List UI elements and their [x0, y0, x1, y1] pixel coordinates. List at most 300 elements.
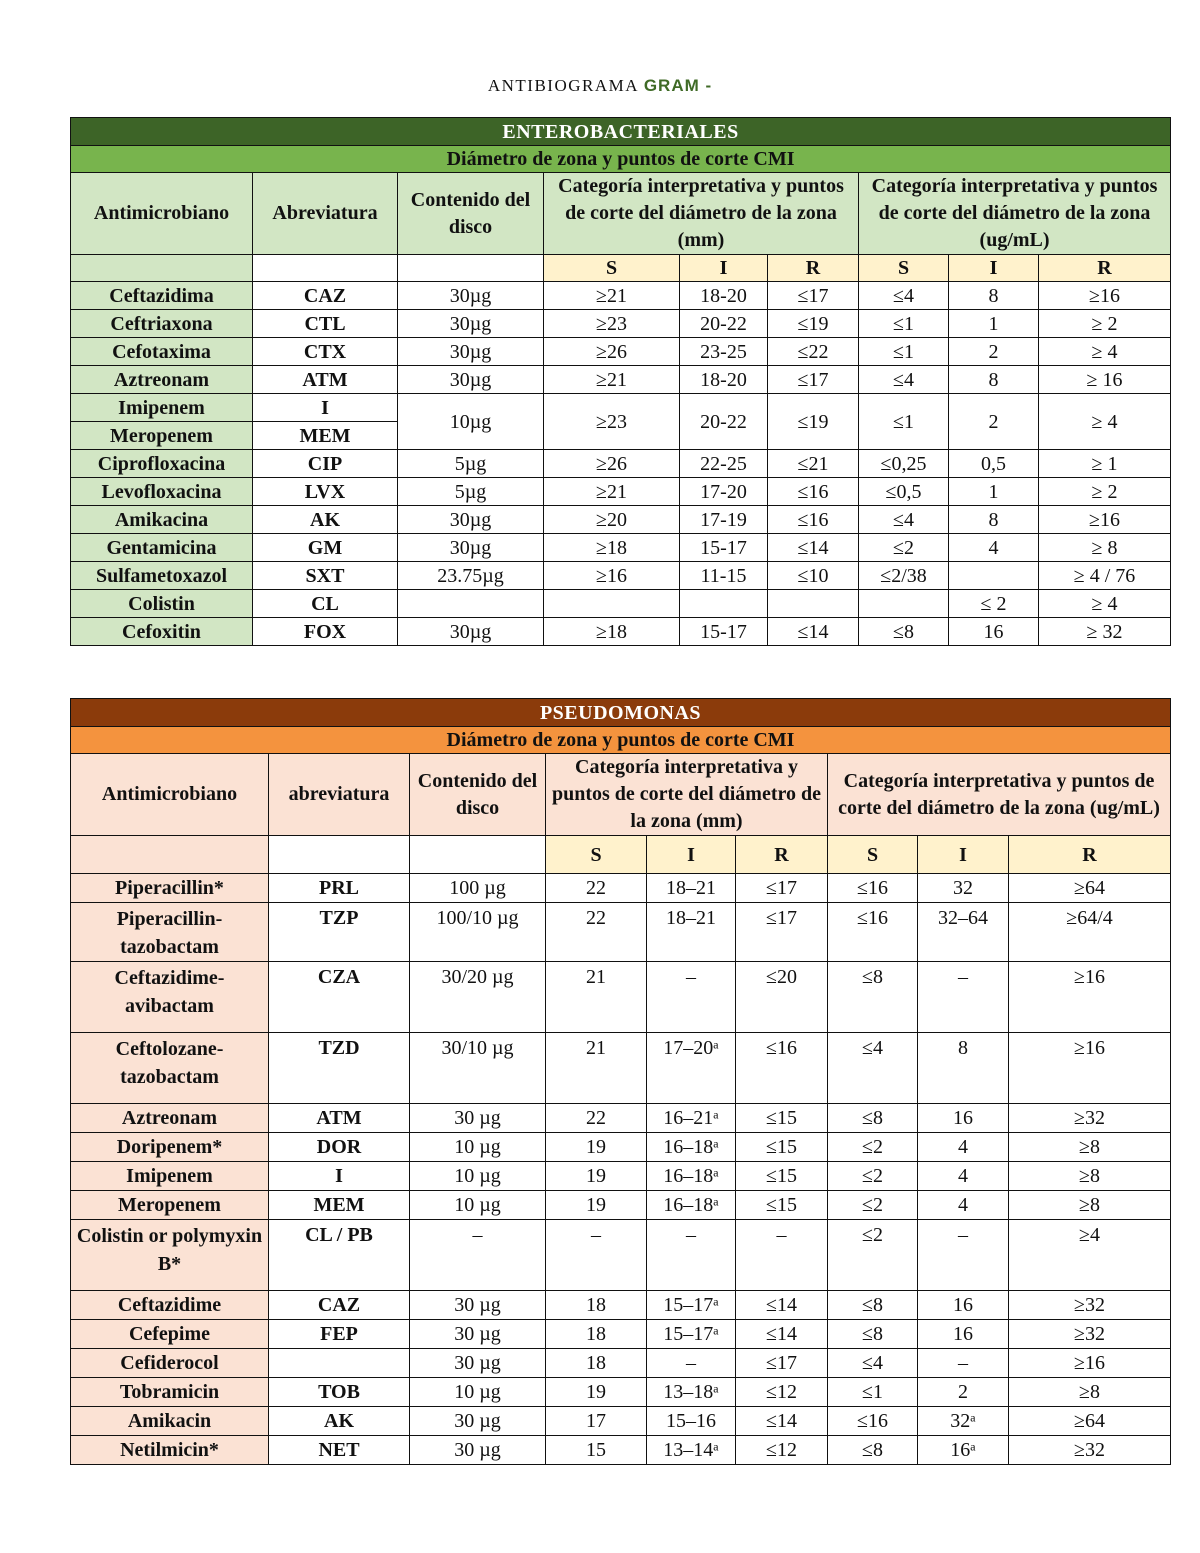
cell-value: – — [918, 1349, 1009, 1378]
cell-value: – — [647, 1349, 736, 1378]
cell-value: ≤17 — [736, 903, 828, 962]
drug-abbr: AK — [253, 506, 398, 534]
cell-value: 1 — [949, 310, 1039, 338]
drug-name: Ceftriaxona — [71, 310, 253, 338]
cell-value: ≤12 — [736, 1378, 828, 1407]
cell-value: 16 — [918, 1104, 1009, 1133]
cell-value: ≤4 — [828, 1349, 918, 1378]
header-antimicrobiano: Antimicrobiano — [71, 754, 269, 836]
cell-value: 19 — [546, 1162, 647, 1191]
cell-value: ≤14 — [768, 534, 859, 562]
table-row — [71, 506, 1171, 534]
table-row — [71, 1349, 1171, 1378]
drug-name: Cefiderocol — [71, 1349, 269, 1378]
table-row — [71, 1191, 1171, 1220]
drug-abbr: TZP — [269, 903, 410, 962]
drug-abbr: MEM — [269, 1191, 410, 1220]
cell-value: ≥32 — [1009, 1436, 1171, 1465]
cell-value: 18 — [546, 1349, 647, 1378]
cell-value: 13–18ᵃ — [647, 1378, 736, 1407]
enterobacteriales-table — [70, 117, 1171, 646]
cell-value: ≤8 — [828, 1320, 918, 1349]
sub-r-ug: R — [1009, 836, 1171, 874]
cell-value: 4 — [949, 534, 1039, 562]
cell-value: ≤4 — [828, 1033, 918, 1104]
cell-value: ≥32 — [1009, 1104, 1171, 1133]
drug-abbr: LVX — [253, 478, 398, 506]
cell-disk: 100/10 µg — [410, 903, 546, 962]
cell-value: ≥26 — [544, 450, 680, 478]
cell-value: 17-20 — [680, 478, 768, 506]
table-row — [71, 874, 1171, 903]
cell-value: 18-20 — [680, 282, 768, 310]
cell-value: ≥8 — [1009, 1133, 1171, 1162]
table-row — [71, 1407, 1171, 1436]
drug-name: Piperacillin* — [71, 874, 269, 903]
table-row — [71, 282, 1171, 310]
table-row — [71, 310, 1171, 338]
cell-value: 32 — [918, 874, 1009, 903]
drug-name: Tobramicin — [71, 1378, 269, 1407]
cell-value: – — [546, 1220, 647, 1291]
cell-value: 32–64 — [918, 903, 1009, 962]
drug-abbr: I — [269, 1162, 410, 1191]
cell-value: ≥21 — [544, 282, 680, 310]
cell-value: 8 — [949, 282, 1039, 310]
drug-abbr: GM — [253, 534, 398, 562]
sub-blank — [410, 836, 546, 874]
cell-value: ≥ 4 — [1039, 338, 1171, 366]
drug-abbr: FOX — [253, 618, 398, 646]
cell-value: 2 — [949, 394, 1039, 450]
cell-disk: 10 µg — [410, 1191, 546, 1220]
sub-blank — [253, 255, 398, 282]
cell-value: ≤17 — [768, 366, 859, 394]
cell-value: 8 — [949, 506, 1039, 534]
cell-value: ≤8 — [828, 1291, 918, 1320]
cell-value: ≤16 — [828, 1407, 918, 1436]
cell-value — [768, 590, 859, 618]
drug-name: Colistin — [71, 590, 253, 618]
drug-name: Ciprofloxacina — [71, 450, 253, 478]
cell-value: ≤14 — [736, 1320, 828, 1349]
cell-disk: – — [410, 1220, 546, 1291]
sub-blank — [269, 836, 410, 874]
cell-disk: 30µg — [398, 282, 544, 310]
cell-value: ≤1 — [859, 310, 949, 338]
table-row — [71, 1378, 1171, 1407]
table-row — [71, 1133, 1171, 1162]
sub-r-mm: R — [768, 255, 859, 282]
drug-name: Ceftazidima — [71, 282, 253, 310]
cell-value: ≤1 — [859, 338, 949, 366]
cell-value: ≤17 — [768, 282, 859, 310]
sub-blank — [71, 255, 253, 282]
cell-disk: 30 µg — [410, 1349, 546, 1378]
cell-value: – — [918, 962, 1009, 1033]
cell-value: ≥ 2 — [1039, 478, 1171, 506]
sub-blank — [398, 255, 544, 282]
sub-s-ug: S — [828, 836, 918, 874]
cell-value: ≥ 2 — [1039, 310, 1171, 338]
cell-value: 11-15 — [680, 562, 768, 590]
cell-value: ≥21 — [544, 366, 680, 394]
drug-name: Levofloxacina — [71, 478, 253, 506]
cell-value: ≤2 — [859, 534, 949, 562]
cell-value: 19 — [546, 1378, 647, 1407]
cell-value: 22 — [546, 903, 647, 962]
cell-value: ≤4 — [859, 366, 949, 394]
cell-value: 19 — [546, 1133, 647, 1162]
cell-value: ≤19 — [768, 310, 859, 338]
drug-abbr: PRL — [269, 874, 410, 903]
cell-value: ≥ 4 / 76 — [1039, 562, 1171, 590]
header-contenido: Contenido del disco — [410, 754, 546, 836]
cell-value: 18 — [546, 1320, 647, 1349]
drug-name: Aztreonam — [71, 1104, 269, 1133]
cell-value: 15–17ᵃ — [647, 1291, 736, 1320]
sub-r-mm: R — [736, 836, 828, 874]
drug-abbr: ATM — [269, 1104, 410, 1133]
cell-value: ≤19 — [768, 394, 859, 450]
cell-value: ≤15 — [736, 1133, 828, 1162]
table-row — [71, 1436, 1171, 1465]
cell-value: – — [647, 1220, 736, 1291]
drug-abbr: TZD — [269, 1033, 410, 1104]
table-row — [71, 1033, 1171, 1104]
cell-value: 19 — [546, 1191, 647, 1220]
drug-name: Cefoxitin — [71, 618, 253, 646]
cell-value: ≥26 — [544, 338, 680, 366]
cell-disk: 10 µg — [410, 1133, 546, 1162]
cell-value: 23-25 — [680, 338, 768, 366]
cell-disk: 30µg — [398, 310, 544, 338]
cell-value: 22 — [546, 874, 647, 903]
cell-disk: 30µg — [398, 506, 544, 534]
cell-value: 16–18ᵃ — [647, 1162, 736, 1191]
cell-disk: 30 µg — [410, 1104, 546, 1133]
drug-name: Ceftazidime — [71, 1291, 269, 1320]
cell-value: 20-22 — [680, 310, 768, 338]
cell-value: 16–18ᵃ — [647, 1191, 736, 1220]
cell-value: ≥23 — [544, 394, 680, 450]
cell-value: 21 — [546, 962, 647, 1033]
cell-disk: 30/20 µg — [410, 962, 546, 1033]
sub-s-mm: S — [544, 255, 680, 282]
cell-disk: 5µg — [398, 478, 544, 506]
drug-name: Meropenem — [71, 422, 253, 450]
cell-value: 15–16 — [647, 1407, 736, 1436]
cell-disk: 10 µg — [410, 1162, 546, 1191]
cell-value: ≥21 — [544, 478, 680, 506]
cell-value: 15-17 — [680, 534, 768, 562]
drug-abbr: DOR — [269, 1133, 410, 1162]
cell-value: 4 — [918, 1133, 1009, 1162]
cell-disk: 30 µg — [410, 1320, 546, 1349]
cell-value: ≤4 — [859, 282, 949, 310]
cell-value: 32ᵃ — [918, 1407, 1009, 1436]
cell-value: ≤1 — [828, 1378, 918, 1407]
drug-name: Meropenem — [71, 1191, 269, 1220]
cell-disk: 10 µg — [410, 1378, 546, 1407]
cell-value: ≥23 — [544, 310, 680, 338]
cell-value: ≤15 — [736, 1191, 828, 1220]
cell-value: ≤10 — [768, 562, 859, 590]
drug-abbr: SXT — [253, 562, 398, 590]
cell-value: ≤0,25 — [859, 450, 949, 478]
cell-value: ≥16 — [1009, 962, 1171, 1033]
cell-value: ≤17 — [736, 1349, 828, 1378]
cell-disk: 30 µg — [410, 1291, 546, 1320]
table-row — [71, 366, 1171, 394]
cell-value: 16 — [918, 1320, 1009, 1349]
drug-name: Netilmicin* — [71, 1436, 269, 1465]
cell-value: ≤1 — [859, 394, 949, 450]
cell-value: ≤16 — [768, 506, 859, 534]
drug-abbr: CTL — [253, 310, 398, 338]
drug-name: Cefotaxima — [71, 338, 253, 366]
cell-value: ≥8 — [1009, 1162, 1171, 1191]
table-row — [71, 534, 1171, 562]
cell-disk: 30µg — [398, 618, 544, 646]
header-zona-ug: Categoría interpretativa y puntos de corte del diámetro de la zona (ug/mL) — [859, 173, 1171, 255]
header-zona-mm: Categoría interpretativa y puntos de corte del diámetro de la zona (mm) — [546, 754, 828, 836]
title-part-2: GRAM - — [643, 76, 713, 95]
drug-abbr — [269, 1349, 410, 1378]
cell-value: – — [918, 1220, 1009, 1291]
pseudomonas-band-title: PSEUDOMONAS — [71, 699, 1171, 727]
drug-name: Gentamicina — [71, 534, 253, 562]
cell-value: ≤2/38 — [859, 562, 949, 590]
pseudomonas-band-subtitle: Diámetro de zona y puntos de corte CMI — [71, 727, 1171, 754]
cell-value: ≤8 — [828, 1104, 918, 1133]
enterobacteriales-band-subtitle: Diámetro de zona y puntos de corte CMI — [71, 146, 1171, 173]
cell-value: 22 — [546, 1104, 647, 1133]
table-row — [71, 1162, 1171, 1191]
drug-abbr: FEP — [269, 1320, 410, 1349]
cell-value: ≥16 — [1039, 506, 1171, 534]
title-part-1: ANTIBIOGRAMA — [487, 76, 644, 95]
cell-value: 22-25 — [680, 450, 768, 478]
sub-blank — [71, 836, 269, 874]
cell-value: ≤14 — [736, 1291, 828, 1320]
table-row — [71, 478, 1171, 506]
sub-i-ug: I — [949, 255, 1039, 282]
cell-disk: 30µg — [398, 366, 544, 394]
cell-value: ≥16 — [1009, 1349, 1171, 1378]
cell-value: ≤14 — [768, 618, 859, 646]
table-row — [71, 1104, 1171, 1133]
drug-abbr: TOB — [269, 1378, 410, 1407]
cell-value: ≥16 — [1039, 282, 1171, 310]
cell-value: ≤0,5 — [859, 478, 949, 506]
cell-value: 17–20ᵃ — [647, 1033, 736, 1104]
cell-disk: 30µg — [398, 534, 544, 562]
header-zona-mm: Categoría interpretativa y puntos de corte del diámetro de la zona (mm) — [544, 173, 859, 255]
drug-abbr: CZA — [269, 962, 410, 1033]
header-zona-ug: Categoría interpretativa y puntos de corte del diámetro de la zona (ug/mL) — [828, 754, 1171, 836]
table-row — [71, 1291, 1171, 1320]
cell-value: ≤16 — [736, 1033, 828, 1104]
drug-name: Ceftazidime-avibactam — [71, 962, 269, 1033]
cell-value: ≥16 — [1009, 1033, 1171, 1104]
cell-value: 15–17ᵃ — [647, 1320, 736, 1349]
sub-s-ug: S — [859, 255, 949, 282]
drug-name: Cefepime — [71, 1320, 269, 1349]
table-row — [71, 338, 1171, 366]
cell-value: 1 — [949, 478, 1039, 506]
cell-disk: 30µg — [398, 338, 544, 366]
cell-disk: 10µg — [398, 394, 544, 450]
drug-abbr: ATM — [253, 366, 398, 394]
cell-value: ≤2 — [828, 1133, 918, 1162]
cell-value: ≤2 — [828, 1191, 918, 1220]
table-row — [71, 962, 1171, 1033]
sub-s-mm: S — [546, 836, 647, 874]
drug-abbr: NET — [269, 1436, 410, 1465]
cell-value: ≥8 — [1009, 1378, 1171, 1407]
table-row — [71, 618, 1171, 646]
header-abreviatura: abreviatura — [269, 754, 410, 836]
cell-value: ≤15 — [736, 1104, 828, 1133]
cell-value: ≥8 — [1009, 1191, 1171, 1220]
cell-value: ≥64/4 — [1009, 903, 1171, 962]
header-antimicrobiano: Antimicrobiano — [71, 173, 253, 255]
cell-disk: 30 µg — [410, 1436, 546, 1465]
cell-value: ≤21 — [768, 450, 859, 478]
table-row — [71, 590, 1171, 618]
sub-i-mm: I — [647, 836, 736, 874]
cell-value: ≤17 — [736, 874, 828, 903]
enterobacteriales-band-title: ENTEROBACTERIALES — [71, 118, 1171, 146]
cell-value: 8 — [918, 1033, 1009, 1104]
cell-value: ≤8 — [828, 1436, 918, 1465]
cell-value: 16ᵃ — [918, 1436, 1009, 1465]
cell-value: ≥4 — [1009, 1220, 1171, 1291]
cell-value: ≤12 — [736, 1436, 828, 1465]
drug-name: Ceftolozane-tazobactam — [71, 1033, 269, 1104]
drug-abbr: CTX — [253, 338, 398, 366]
cell-value: ≥20 — [544, 506, 680, 534]
cell-value: 15 — [546, 1436, 647, 1465]
cell-value: ≥32 — [1009, 1320, 1171, 1349]
cell-disk — [398, 590, 544, 618]
drug-name: Piperacillin-tazobactam — [71, 903, 269, 962]
drug-name: Imipenem — [71, 1162, 269, 1191]
drug-name: Amikacin — [71, 1407, 269, 1436]
drug-abbr: CIP — [253, 450, 398, 478]
sub-r-ug: R — [1039, 255, 1171, 282]
header-abreviatura: Abreviatura — [253, 173, 398, 255]
cell-value: 17-19 — [680, 506, 768, 534]
cell-value: – — [647, 962, 736, 1033]
cell-value: 13–14ᵃ — [647, 1436, 736, 1465]
drug-name: Amikacina — [71, 506, 253, 534]
cell-value: 0,5 — [949, 450, 1039, 478]
cell-value: 2 — [918, 1378, 1009, 1407]
cell-value: ≥18 — [544, 618, 680, 646]
table-row — [71, 450, 1171, 478]
drug-name: Imipenem — [71, 394, 253, 422]
cell-value: ≥ 4 — [1039, 590, 1171, 618]
drug-abbr: MEM — [253, 422, 398, 450]
drug-name: Sulfametoxazol — [71, 562, 253, 590]
cell-value: 15-17 — [680, 618, 768, 646]
cell-value: 18–21 — [647, 874, 736, 903]
table-row — [71, 1220, 1171, 1291]
cell-value — [949, 562, 1039, 590]
drug-abbr: CL — [253, 590, 398, 618]
cell-value: ≤2 — [828, 1220, 918, 1291]
drug-abbr: CAZ — [253, 282, 398, 310]
table-row — [71, 1320, 1171, 1349]
cell-value: ≤4 — [859, 506, 949, 534]
cell-value: 18 — [546, 1291, 647, 1320]
sub-i-ug: I — [918, 836, 1009, 874]
drug-name: Doripenem* — [71, 1133, 269, 1162]
cell-value: ≥ 32 — [1039, 618, 1171, 646]
drug-abbr: I — [253, 394, 398, 422]
cell-disk: 5µg — [398, 450, 544, 478]
cell-value: 16–18ᵃ — [647, 1133, 736, 1162]
cell-value: ≥18 — [544, 534, 680, 562]
cell-value: ≤8 — [859, 618, 949, 646]
cell-value: ≥ 4 — [1039, 394, 1171, 450]
cell-value — [544, 590, 680, 618]
cell-value: 18–21 — [647, 903, 736, 962]
drug-name: Aztreonam — [71, 366, 253, 394]
cell-disk: 100 µg — [410, 874, 546, 903]
cell-value: ≥64 — [1009, 1407, 1171, 1436]
cell-value: 20-22 — [680, 394, 768, 450]
cell-disk: 23.75µg — [398, 562, 544, 590]
drug-name: Colistin or polymyxin B* — [71, 1220, 269, 1291]
cell-value — [859, 590, 949, 618]
cell-value: ≤ 2 — [949, 590, 1039, 618]
cell-value: 16 — [949, 618, 1039, 646]
cell-value: ≤2 — [828, 1162, 918, 1191]
cell-value: 17 — [546, 1407, 647, 1436]
cell-value: ≤16 — [828, 874, 918, 903]
cell-value: 4 — [918, 1162, 1009, 1191]
cell-value: ≤8 — [828, 962, 918, 1033]
document-title — [0, 76, 1200, 96]
table-row — [71, 903, 1171, 962]
cell-value: ≥ 1 — [1039, 450, 1171, 478]
cell-value: ≤16 — [828, 903, 918, 962]
cell-disk: 30 µg — [410, 1407, 546, 1436]
drug-abbr: CL / PB — [269, 1220, 410, 1291]
cell-value: ≥16 — [544, 562, 680, 590]
cell-value: ≤16 — [768, 478, 859, 506]
table-row — [71, 562, 1171, 590]
cell-value: ≥64 — [1009, 874, 1171, 903]
cell-value: 2 — [949, 338, 1039, 366]
cell-value: 21 — [546, 1033, 647, 1104]
cell-value: ≥ 8 — [1039, 534, 1171, 562]
drug-abbr: AK — [269, 1407, 410, 1436]
cell-value — [680, 590, 768, 618]
pseudomonas-table — [70, 698, 1171, 1465]
cell-value: – — [736, 1220, 828, 1291]
cell-value: ≤14 — [736, 1407, 828, 1436]
header-contenido: Contenido del disco — [398, 173, 544, 255]
cell-value: ≤15 — [736, 1162, 828, 1191]
cell-value: ≥32 — [1009, 1291, 1171, 1320]
cell-value: ≤22 — [768, 338, 859, 366]
drug-abbr: CAZ — [269, 1291, 410, 1320]
cell-value: 16–21ᵃ — [647, 1104, 736, 1133]
